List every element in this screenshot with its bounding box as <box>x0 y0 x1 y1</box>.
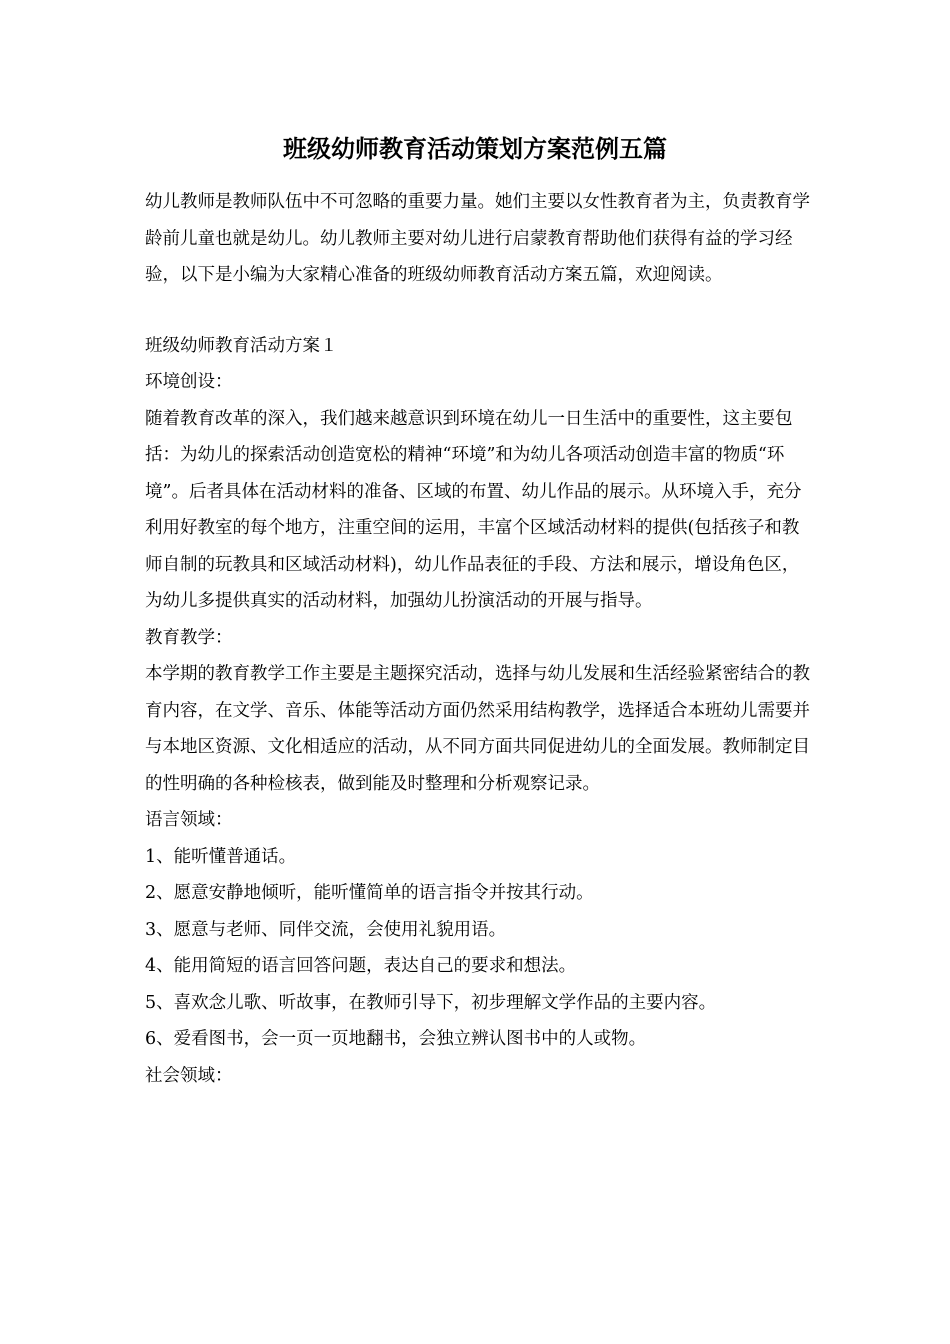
language-item: 3、愿意与老师、同伴交流，会使用礼貌用语。 <box>145 919 507 940</box>
environment-paragraph: 随着教育改革的深入，我们越来越意识到环境在幼儿一日生活中的重要性，这主要包括：为幼儿的探索活动创造宽松的精神“环境”和为幼儿各项活动创造丰富的物质“环境”。后者具体在活动材料的准备、区域的布置、幼儿作品的展示。从环境入手，充分利用好教室的每个地方，注重空间的运用，丰富个区域活动材料的提供(包括孩子和教师自制的玩教具和区域活动材料)，幼儿作品表征的手段、方法和展示，增设角色区，为幼儿多提供真实的活动材料，加强幼儿扮演活动的开展与指导。 <box>145 408 802 611</box>
teaching-label: 教育教学： <box>145 627 233 648</box>
language-item: 5、喜欢念儿歌、听故事，在教师引导下，初步理解文学作品的主要内容。 <box>145 992 717 1013</box>
language-item: 1、能听懂普通话。 <box>145 846 297 867</box>
document-body <box>145 184 810 1094</box>
language-item: 2、愿意安静地倾听，能听懂简单的语言指令并按其行动。 <box>145 883 594 903</box>
language-item: 4、能用简短的语言回答问题，表达自己的要求和想法。 <box>145 956 577 976</box>
teaching-paragraph: 本学期的教育教学工作主要是主题探究活动，选择与幼儿发展和生活经验紧密结合的教育内容，在文学、音乐、体能等活动方面仍然采用结构教学，选择适合本班幼儿需要并与本地区资源、文化相适应的活动，从不同方面共同促进幼儿的全面发展。教师制定目的性明确的各种检核表，做到能及时整理和分析观察记录。 <box>145 664 810 794</box>
section-heading: 班级幼师教育活动方案１ <box>145 335 338 356</box>
language-item: 6、爱看图书，会一页一页地翻书，会独立辨认图书中的人或物。 <box>145 1029 647 1049</box>
paragraph-spacer <box>145 294 810 328</box>
document-title: 班级幼师教育活动策划方案范例五篇 <box>283 134 667 163</box>
environment-label: 环境创设： <box>145 372 233 392</box>
social-label: 社会领域： <box>145 1065 233 1086</box>
language-label: 语言领域： <box>145 810 233 830</box>
intro-paragraph: 幼儿教师是教师队伍中不可忽略的重要力量。她们主要以女性教育者为主，负责教育学龄前儿童也就是幼儿。幼儿教师主要对幼儿进行启蒙教育帮助他们获得有益的学习经验，以下是小编为大家精心准备的班级幼师教育活动方案五篇，欢迎阅读。 <box>145 192 810 285</box>
